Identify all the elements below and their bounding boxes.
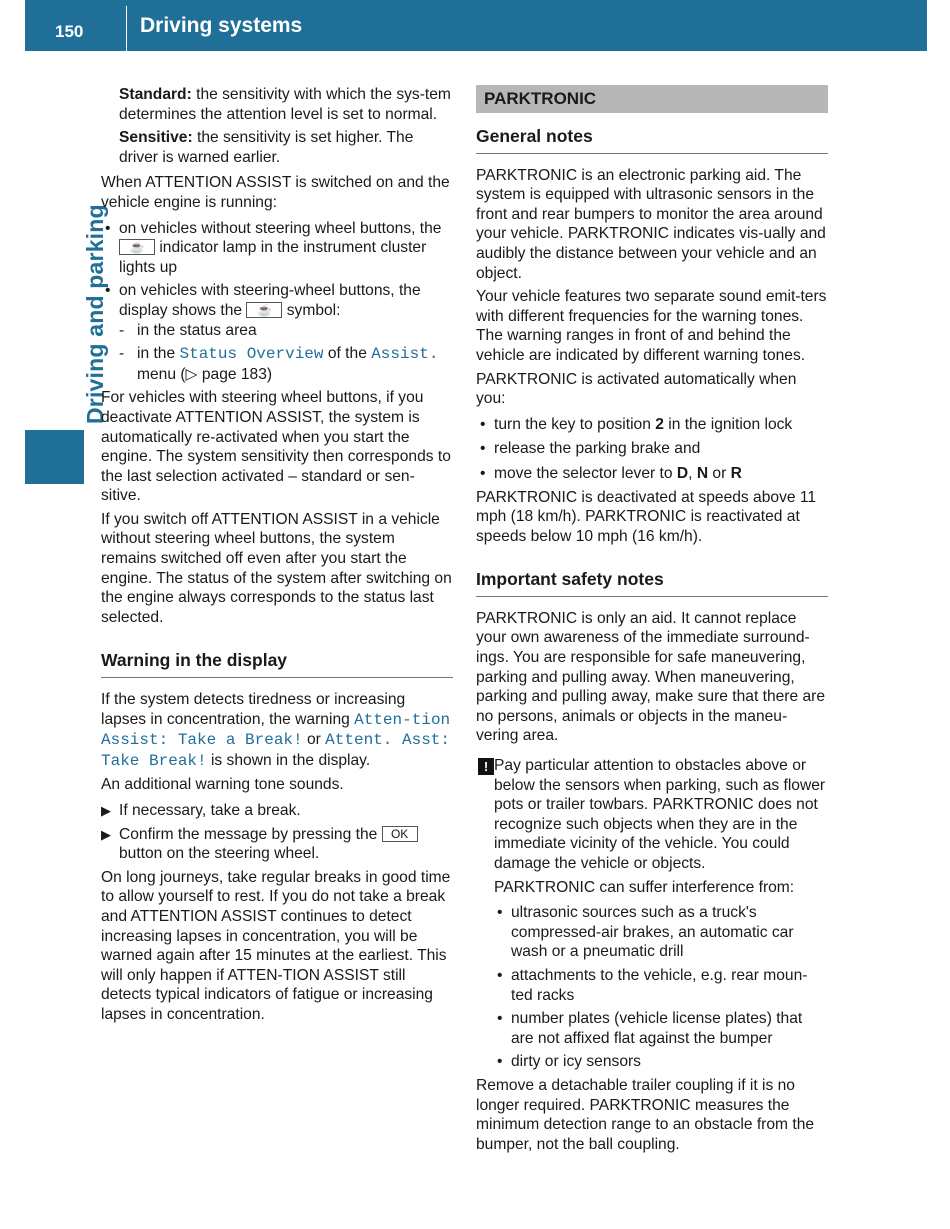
- section-heading: Important safety notes: [476, 570, 828, 597]
- note-text: Pay particular attention to obstacles above or below the sensors when parking, such as flower pots or trailer towbars. PARKTRONIC does not recognize such objects when they are in the immediate vicinity of the vehicle. You could damage the vehicle or objects.: [494, 757, 826, 872]
- menu-reference: Assist.: [371, 345, 439, 364]
- step-item: ▶ Confirm the message by pressing the OK button on the steering wheel.: [101, 825, 453, 864]
- paragraph: If the system detects tiredness or increasing lapses in concentration, the warning Atten-tion Assist: Take a Break! or Attent. Asst: Take Break! is shown in the display.: [101, 691, 451, 770]
- sensitive-setting: Sensitive: the sensitivity is set higher. The driver is warned earlier.: [119, 129, 414, 166]
- header-divider: [126, 6, 127, 51]
- paragraph: When ATTENTION ASSIST is switched on and the vehicle engine is running:: [101, 174, 450, 211]
- paragraph: Your vehicle features two separate sound emit-ters with different frequencies for the warning tones. The warning ranges in front of and behind the vehicle are indicated by different warning tones.: [476, 288, 827, 364]
- ok-key: OK: [382, 826, 418, 842]
- left-column: [101, 85, 453, 1029]
- section-heading: General notes: [476, 127, 828, 154]
- parktronic-section-title: PARKTRONIC: [476, 85, 828, 113]
- list-item: - in the status area: [119, 321, 453, 341]
- paragraph: For vehicles with steering wheel buttons, if you deactivate ATTENTION ASSIST, the system is automatically re-activated when you start the engine. The system sensitivity then corresponds to the last selection activated – standard or sen-sitive.: [101, 389, 451, 505]
- arrow-right-icon: ▶: [101, 826, 111, 842]
- caution-note: [476, 756, 828, 1072]
- paragraph: On long journeys, take regular breaks in good time to allow yourself to rest. If you do not take a break and ATTENTION ASSIST continues to detect increasing lapses in concentration, you will be warned again after 15 minutes at the earliest. This will only happen if ATTEN-TION ASSIST still detects typical indicators of fatigue or increasing lapses in concentration.: [101, 868, 451, 1023]
- menu-reference: Status Overview: [179, 345, 324, 364]
- coffee-cup-icon: ☕: [119, 239, 155, 255]
- note-text: PARKTRONIC can suffer interference from:: [494, 878, 795, 896]
- bullet-list: [493, 903, 828, 1072]
- list-item: • ultrasonic sources such as a truck's compressed-air brakes, an automatic car wash or a pneumatic drill: [493, 903, 828, 962]
- warning-exclamation-icon: !: [478, 758, 494, 775]
- paragraph: PARKTRONIC is only an aid. It cannot replace your own awareness of the immediate surround-ings. You are responsible for safe maneuvering, parking and pulling away. When maneuvering, parking and pulling away, make sure that there are no persons, animals or objects in the maneu-vering area.: [476, 609, 826, 745]
- section-heading: Warning in the display: [101, 651, 453, 678]
- list-item: - in the Status Overview of the Assist. menu (▷ page 183): [119, 344, 453, 384]
- step-list: [101, 801, 453, 864]
- step-item: ▶ If necessary, take a break.: [101, 802, 301, 819]
- dash-list: [119, 321, 453, 385]
- list-item: • turn the key to position 2 in the ignition lock: [476, 415, 828, 435]
- chapter-title: Driving systems: [140, 14, 303, 37]
- list-item: • release the parking brake and: [476, 439, 828, 459]
- paragraph: PARKTRONIC is an electronic parking aid. The system is equipped with ultrasonic sensors in the front and rear bumpers to monitor the area around your vehicle. PARKTRONIC indicates vis-ually and audibly the distance between your vehicle and an object.: [476, 166, 826, 282]
- list-item: • attachments to the vehicle, e.g. rear moun-ted racks: [493, 966, 828, 1005]
- page-reference[interactable]: menu (▷ page 183): [137, 365, 273, 383]
- display-message: Attent. Asst: Take Break!: [101, 731, 450, 770]
- right-column: [476, 85, 828, 1158]
- page-number: 150: [55, 22, 84, 41]
- display-message: Atten-tion Assist: Take a Break!: [101, 710, 451, 750]
- paragraph: If you switch off ATTENTION ASSIST in a vehicle without steering wheel buttons, the system remains switched off even after you start the engine. The status of the system after switching on the engine always corresponds to the status last selected.: [101, 510, 452, 626]
- paragraph: Remove a detachable trailer coupling if it is no longer required. PARKTRONIC measures the minimum detection range to an obstacle from the bumper, not the ball coupling.: [476, 1076, 815, 1153]
- page-header: [25, 0, 927, 51]
- list-item: • on vehicles without steering wheel buttons, the ☕ indicator lamp in the instrument cluster lights up: [101, 219, 453, 278]
- paragraph: An additional warning tone sounds.: [101, 776, 344, 794]
- standard-setting: Standard: the sensitivity with which the sys-tem determines the attention level is set to normal.: [119, 86, 451, 123]
- paragraph: PARKTRONIC is activated automatically when you:: [476, 370, 797, 408]
- bullet-list: [101, 219, 453, 385]
- bullet-list: [476, 415, 828, 484]
- list-item: • on vehicles with steering-wheel buttons, the display shows the ☕ symbol: - in the status area - in the Status Overview of the Assist. menu (▷ page 183): [101, 281, 453, 384]
- side-section-label: Driving and parking: [82, 204, 108, 424]
- arrow-right-icon: ▶: [101, 803, 111, 818]
- list-item: • move the selector lever to D, N or R: [476, 464, 828, 484]
- list-item: • dirty or icy sensors: [493, 1052, 828, 1072]
- paragraph: PARKTRONIC is deactivated at speeds above 11 mph (18 km/h). PARKTRONIC is reactivated at speeds below 10 mph (16 km/h).: [476, 488, 817, 545]
- list-item: • number plates (vehicle license plates) that are not affixed flat against the bumper: [493, 1009, 828, 1048]
- side-tab-marker: [25, 430, 84, 484]
- coffee-cup-icon: ☕: [246, 302, 282, 318]
